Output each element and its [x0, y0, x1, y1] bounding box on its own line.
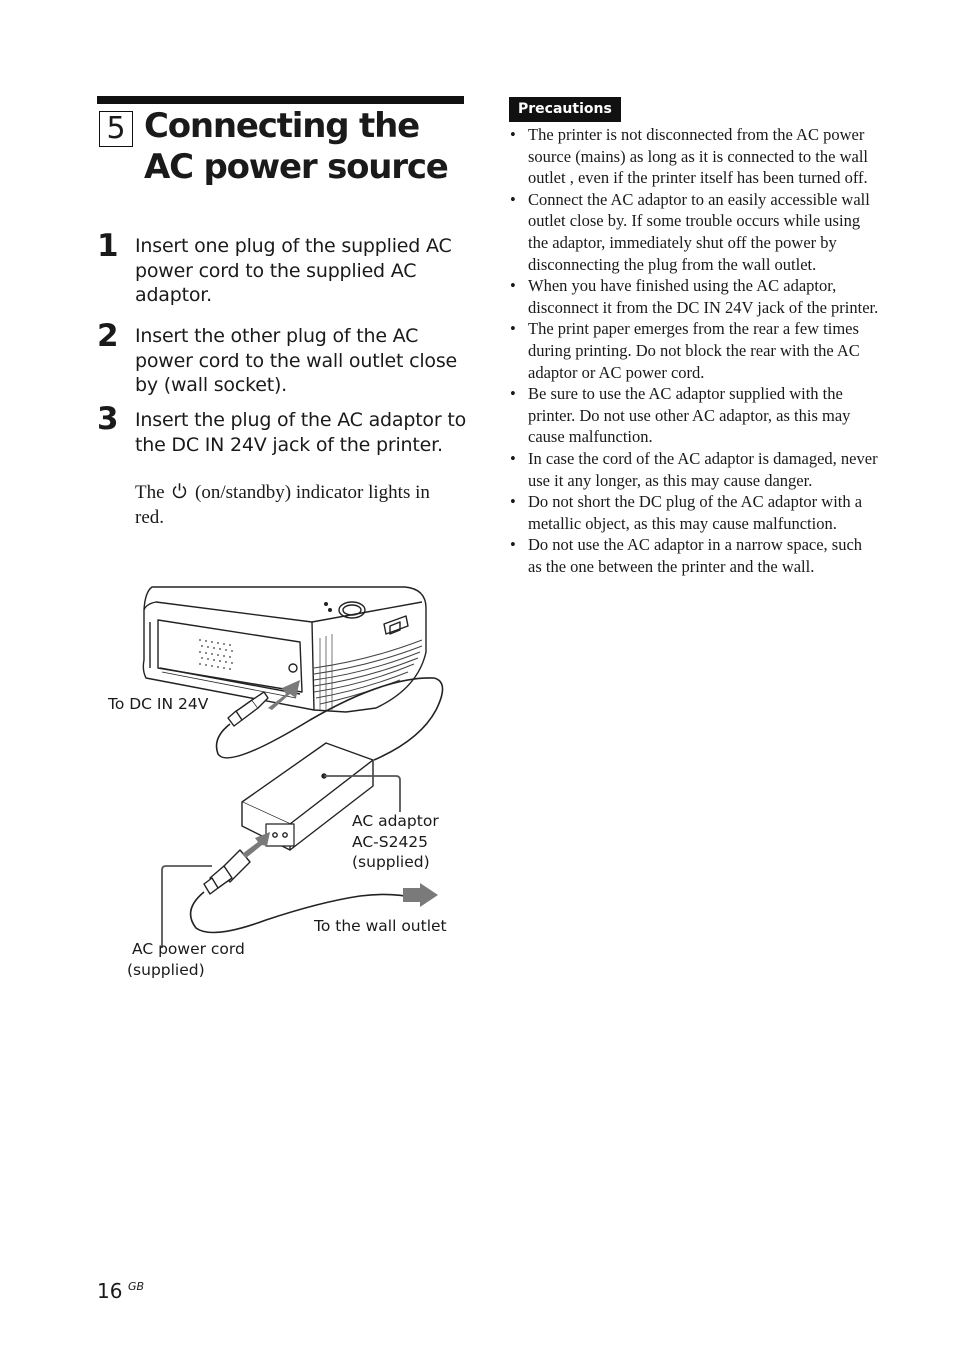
- precautions-list: [509, 124, 879, 577]
- bullet: •: [510, 384, 516, 404]
- step-3-text: Insert the plug of the AC adaptor to the DC IN 24V jack of the printer.: [135, 409, 466, 456]
- step-3-note: [135, 480, 460, 530]
- title-rule: [97, 96, 464, 104]
- bullet: •: [510, 276, 516, 296]
- power-standby-icon: [171, 482, 188, 499]
- section-number-box: 5: [99, 111, 133, 147]
- bullet: •: [510, 125, 516, 144]
- step-3-number: 3: [97, 401, 119, 437]
- precaution-item: [509, 448, 879, 491]
- bullet: •: [510, 189, 516, 209]
- precaution-item: [509, 189, 879, 275]
- precaution-item: [509, 318, 879, 383]
- label-to-dc-in: To DC IN 24V: [108, 695, 209, 713]
- bullet: •: [510, 535, 516, 555]
- label-ac-adaptor-model: AC-S2425: [352, 833, 429, 851]
- step-2-text: Insert the other plug of the AC power cord to the wall outlet close by (wall socket).: [135, 325, 458, 396]
- step-3-note-before: The: [135, 482, 165, 503]
- bullet: •: [510, 492, 516, 512]
- step-2-number: 2: [97, 318, 119, 354]
- label-ac-power-cord: AC power cord: [132, 940, 245, 958]
- precaution-text: Do not short the DC plug of the AC adaptor with a metallic object, as this may cause malfunction.: [528, 492, 863, 533]
- precaution-text: Be sure to use the AC adaptor supplied with the printer. Do not use other AC adaptor, as this may cause malfunction.: [528, 384, 851, 447]
- page-number: 16: [97, 1279, 123, 1303]
- precaution-text: Do not use the AC adaptor in a narrow space, such as the one between the printer and the wall.: [528, 535, 863, 576]
- step-3-note-after: (on/standby) indicator lights in red.: [135, 482, 430, 528]
- step-1-number: 1: [97, 228, 119, 264]
- label-ac-adaptor: AC adaptor: [352, 812, 439, 830]
- precaution-text: The printer is not disconnected from the AC power source (mains) as long as it is connected to the wall outlet , even if the printer itself has been turned off.: [528, 125, 868, 188]
- precaution-item: [509, 383, 879, 448]
- bullet: •: [510, 319, 516, 339]
- precaution-text: The print paper emerges from the rear a few times during printing. Do not block the rear with the AC adaptor or AC power cord.: [528, 319, 860, 382]
- label-to-wall-outlet: To the wall outlet: [314, 917, 447, 935]
- region-code: GB: [128, 1280, 145, 1293]
- precaution-item: [509, 275, 879, 318]
- precaution-text: When you have finished using the AC adaptor, disconnect it from the DC IN 24V jack of the printer.: [528, 276, 879, 317]
- precaution-item: [509, 124, 879, 189]
- label-ac-power-cord-supplied: (supplied): [127, 961, 205, 979]
- precaution-text: In case the cord of the AC adaptor is damaged, never use it any longer, as this may cause danger.: [528, 448, 878, 490]
- precaution-text: Connect the AC adaptor to an easily accessible wall outlet close by. If some trouble occurs while using the adaptor, immediately shut off the power by disconnecting the plug from the wall outlet.: [528, 189, 870, 274]
- page-title: Connecting the AC power source: [144, 106, 448, 187]
- precaution-item: [509, 534, 879, 577]
- connection-diagram: [100, 580, 470, 990]
- bullet: •: [510, 448, 516, 468]
- precaution-item: [509, 491, 879, 534]
- step-1-text: Insert one plug of the supplied AC power cord to the supplied AC adaptor.: [135, 235, 452, 306]
- power-cord-plug-illustration: [204, 850, 250, 894]
- precautions-heading: Precautions: [509, 97, 621, 122]
- label-ac-adaptor-supplied: (supplied): [352, 853, 430, 871]
